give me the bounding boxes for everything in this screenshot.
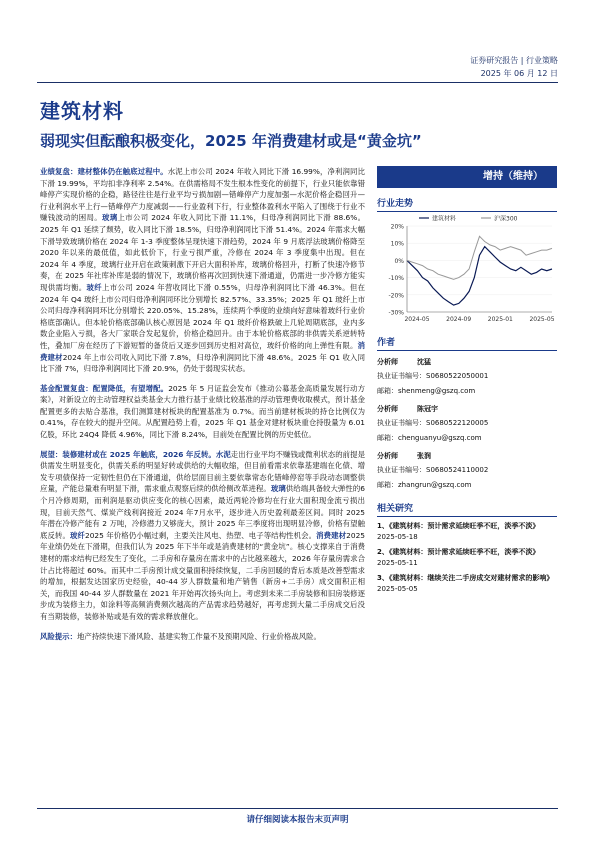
- paragraph-fund: [40, 383, 365, 441]
- para-text: 地产持续快速下滑风险、基建实物工作量不及预期风险、行业价格战风险。: [76, 631, 321, 641]
- legend-label: 沪深300: [494, 215, 518, 223]
- para-text: 水泥上市公司 2024 年收入同比下滑 16.99%，净利润同比下滑 19.99%，平均扣非净利率 2.54%。在供需格局不发生根本性变化的前提下，行业只能依靠错峰停产实现价格的企稳，路径往往是行业平均亏损加剧—错峰停产力度加强—水泥价格企稳回升—行业利润水平上行—错峰停产力度减弱——行业盈利下行，行业整体盈利水平陷入了围绕于行业不赚钱波动的困局。: [40, 167, 365, 223]
- paragraph-performance: [40, 166, 365, 375]
- analyst-name-row: [377, 448, 557, 463]
- para-text: 供给端具备较大弹性的6 个月冷修周期，而利润是驱动供应变化的核心因素，最近两轮冷修均在行业大面积现金流亏损出现，目前天然气、煤炭产线利润接近 2024 年7月水平，逐步进入历史盈利最差区间。同时 2025 年潜在冷修产能有 2 万吨，冷修潜力又够庞大，预计 2025 年三季度将出现明显冷修，价格有望触底反转。: [40, 484, 365, 540]
- related-report-title: 3、《建筑材料：继续关注二手房成交对建材需求的影响》: [377, 574, 554, 582]
- para-text: 2025 年业绩仍处在下滑期，但我们认为 2025 年下半年或是消费建材的“黄金坑”。核心支撑来自于消费建材的需求结构已经发生了变化，二手房和存量房在需求中的占比越来越大，2026 年存量房需求合计占比将超过 60%。而其中二手房预计成交量面积持续恢复，二手房回暖的背后本质是改善型需求的增加，根据发达国家历史经验，40-44 岁人群数量和地产销售（新房+二手房）成交面积正相关，而我国 40-44 岁人群数量在 2021 年开始再次扬头向上。考虑到未来二手房装修和旧房装修逐步成为装修主力，如涂料等高频消费频次越高的产品需求趋势越好，再考虑到大量二手房成交后没有当期装修，装修补贴或是有效的需求释放催化。: [40, 530, 365, 621]
- x-tick-label: 2025-01: [487, 316, 513, 323]
- para-text: 走出行业平均不赚钱或微利状态的前提是供需发生明显变化，供需关系的明显好转或供给的大幅收缩，但目前看需求依靠基建端在化债、增发专项债保持一定韧性但仍在下滑通道，供给层面目前主要依靠常态化错峰停窑等手段动态调整供应量，产能总量难有明显下滑，需求重点观察后续的供给侧改革进程。: [40, 449, 365, 494]
- para-emphasis: 玻璃: [270, 484, 286, 494]
- analyst-entry: [377, 354, 557, 399]
- para-text: 上市公司 2024 年营收同比下滑 0.55%，归母净利润同比下滑 46.3%。但在 2024 年 Q4 玻纤上市公司归母净利润同环比分别增长 82.57%、33.35%；2025 年 Q1 玻纤上市公司归母净利润同环比分别增长 220.05%、15.28%，连续两个季度的业绩向好意味着玻纤行业价格底部确认。但本轮价格底部确认核心原因是 2024 年 Q1 玻纤价格跌破上几轮周期底部，业内多数企业陷入亏损，各大厂家联合发起复价，价格企稳回升。由于本轮价格底部的非供需关系逆转特性，叠加厂房在经历了下游短暂的备货后又逐步回到历史相对高位，玻纤价格的向上弹性有限。: [40, 282, 365, 350]
- related-report-item[interactable]: [377, 573, 557, 595]
- para-text: 2024 年上市公司收入同比下滑 7.8%，归母净利润同比下滑 48.6%。2025 年 Q1 收入同比下滑 7%，归母净利润同比下滑 20.9%，仍处于弱现实状态。: [40, 352, 365, 374]
- analyst-email[interactable]: 邮箱：chenguanyu@gszq.com: [377, 434, 482, 442]
- y-tick-label: -10%: [388, 275, 404, 283]
- para-text: 上市公司 2024 年收入同比下滑 11.1%，归母净利润同比下滑 88.6%。2025 年 Q1 延续了颓势，收入同比下滑 18.5%，归母净利润同比下滑 51.4%。2024 年需求大幅下滑导致玻璃价格在 2024 年 1-3 季度整体呈现快速下滑趋势，2024 年 9 月底浮法玻璃价格降至 2020 年以来的最低值，如此低价下，行业亏损严重，冷修在 2024 年 3 季度集中出现。但在 2024 年 4 季度，玻璃行业开启在政策刺激下开启大面积补库，玻璃价格回升，打断了快速冷修节奏，在 2025 年社库补库是弱的情况下，玻璃价格再次回到快速下滑通道，仍需进一步冷修方能实现供需均衡。: [40, 213, 365, 292]
- y-tick-label: 10%: [390, 240, 404, 248]
- paragraph-risk: [40, 631, 365, 643]
- para-text: 2025 年 5 月证监会发布《推动公募基金高质量发展行动方案》，对新设立的主动管理权益类基金大力推行基于业绩比较基准的浮动管理费收取模式，预计基金配置更多的去贴合基准，我们测算建材板块的配置基准为 0.7%。而当前建材板块的持仓比例仅为 0.41%，存在较大的提升空间。从配置趋势上看，2025 年 Q1 基金对建材板块重仓持股量为 6.01 亿股，环比 24Q4 降低 4.96%，同比下滑 8.24%，目前处在配置比例的历史低位。: [40, 383, 365, 440]
- related-report-list: [377, 521, 557, 595]
- analyst-list: [377, 354, 557, 493]
- analyst-name-row: [377, 354, 557, 369]
- analyst-role: 分析师: [377, 357, 398, 366]
- para-lead: 业绩复盘：: [40, 167, 78, 176]
- trend-section-title: 行业走势: [377, 196, 557, 212]
- legend-label: 建筑材料: [432, 215, 457, 223]
- para-lead: 基金配置复盘：: [40, 383, 93, 393]
- header-divider: [37, 82, 558, 83]
- analyst-name: 陈冠宇: [417, 404, 438, 413]
- para-emphasis: 玻璃: [102, 213, 118, 223]
- author-section-title: 作者: [377, 335, 557, 351]
- analyst-role: 分析师: [377, 451, 398, 460]
- analyst-name: 沈猛: [417, 357, 431, 366]
- paragraph-outlook: [40, 449, 365, 623]
- para-emphasis: 消费建材: [316, 530, 347, 540]
- trend-chart: [377, 212, 557, 327]
- related-report-date: 2025-05-05: [377, 585, 418, 593]
- report-type: 证券研究报告 | 行业策略: [470, 56, 558, 65]
- para-emphasis: 装修建材或在 2025 年触底，2026 年反转。水泥: [62, 449, 231, 459]
- analyst-cert: 执业证书编号：S0680522050001: [377, 372, 489, 380]
- y-tick-label: 0%: [394, 257, 404, 265]
- footer-divider: [37, 808, 558, 809]
- analyst-name-row: [377, 401, 557, 416]
- series-line-1: [407, 247, 552, 306]
- analyst-cert: 执业证书编号：S0680522120005: [377, 419, 489, 427]
- analyst-entry: [377, 401, 557, 446]
- report-date: 2025 年 06 月 12 日: [480, 69, 558, 78]
- para-emphasis: 玻纤: [70, 530, 85, 540]
- analyst-entry: [377, 448, 557, 493]
- industry-title: 建筑材料: [40, 99, 124, 123]
- para-lead: 风险提示：: [40, 631, 77, 641]
- related-report-title: 2、《建筑材料：预计需求延续旺季不旺，淡季不淡》: [377, 548, 540, 556]
- related-report-item[interactable]: [377, 521, 557, 543]
- analyst-role: 分析师: [377, 404, 398, 413]
- para-emphasis: 配置降低，有望增配。: [92, 383, 169, 393]
- analyst-email[interactable]: 邮箱：zhangrun@gszq.com: [377, 481, 472, 489]
- para-lead: 展望：: [40, 449, 63, 459]
- y-tick-label: -20%: [388, 292, 404, 300]
- x-tick-label: 2024-09: [446, 316, 472, 323]
- x-tick-label: 2024-05: [404, 316, 430, 323]
- para-emphasis: 建材整体仍在触底过程中。: [77, 167, 168, 176]
- x-tick-label: 2025-05: [529, 316, 555, 323]
- analyst-email[interactable]: 邮箱：shenmeng@gszq.com: [377, 387, 476, 395]
- analyst-name: 张润: [417, 451, 431, 460]
- related-report-title: 1、《建筑材料：预计需求延续旺季不旺，淡季不淡》: [377, 522, 540, 530]
- rating-badge: 增持（维持）: [377, 166, 557, 188]
- trend-chart-svg: [377, 212, 557, 327]
- y-tick-label: -30%: [388, 309, 404, 317]
- para-emphasis: 消费建材: [40, 340, 365, 362]
- related-section-title: 相关研究: [377, 501, 557, 517]
- para-text: 2025 年价格仍小幅过剩，主要关注风电、热塑、电子等结构性机会。: [85, 530, 317, 540]
- para-emphasis: 玻纤: [86, 282, 103, 292]
- footer-disclaimer: 请仔细阅读本报告末页声明: [246, 815, 349, 825]
- report-header: [470, 54, 558, 80]
- related-report-date: 2025-05-18: [377, 533, 418, 541]
- analyst-cert: 执业证书编号：S0680524110002: [377, 466, 489, 474]
- report-title: 弱现实但酝酿积极变化，2025 年消费建材或是“黄金坑”: [40, 132, 422, 150]
- related-report-item[interactable]: [377, 547, 557, 569]
- report-body: [40, 166, 365, 650]
- related-report-date: 2025-05-11: [377, 559, 418, 567]
- sidebar: [377, 166, 557, 595]
- y-tick-label: 20%: [390, 223, 404, 231]
